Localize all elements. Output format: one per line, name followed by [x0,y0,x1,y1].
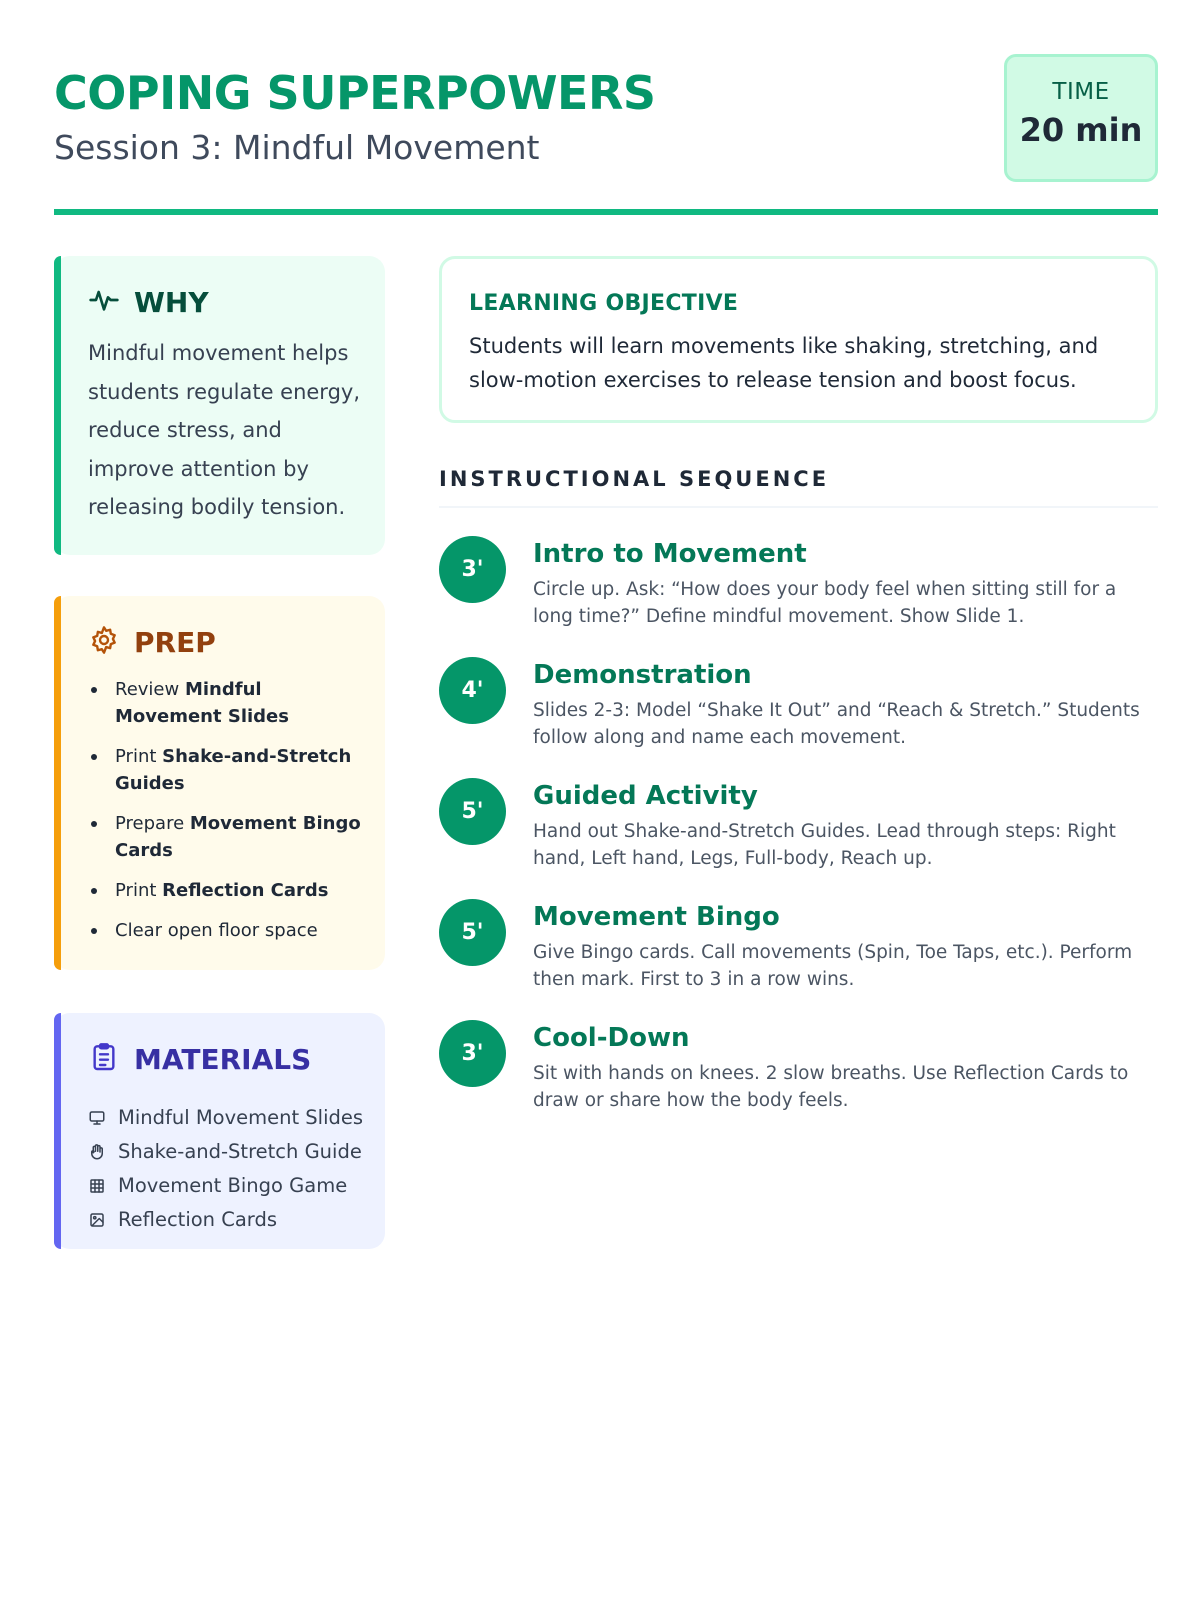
list-item [88,1101,378,1135]
step-title: Guided Activity [533,781,758,811]
list-item: Print Shake-and-Stretch Guides [88,743,368,797]
sequence-title: INSTRUCTIONAL SEQUENCE [439,467,830,491]
objective-text: Students will learn movements like shaking, stretching, and slow-motion exercises to release tension and boost focus. [469,334,1099,392]
list-item: Print Reflection Cards [88,877,368,904]
header-divider [54,209,1158,215]
prep-title: PREP [134,625,216,659]
grid-icon [88,1177,106,1195]
hand-icon [88,1143,106,1161]
material-label: Shake-and-Stretch Guide [118,1140,362,1163]
prep-card [54,596,385,970]
sequence-step [439,1020,1158,1120]
step-title: Movement Bingo [533,902,780,932]
time-badge [1004,54,1158,182]
step-description: Give Bingo cards. Call movements (Spin, Toe Taps, etc.). Perform then mark. First to 3 in a row wins. [533,942,1133,990]
materials-title: MATERIALS [134,1042,312,1076]
materials-header [88,1041,311,1077]
materials-accent-bar [54,1013,61,1249]
page-header [54,54,1158,216]
time-value: 20 min [1019,111,1143,149]
activity-pulse-icon [88,284,120,320]
why-text: Mindful movement helps students regulate energy, reduce stress, and improve attention by releasing bodily tension. [88,341,361,519]
list-item: Clear open floor space [88,917,368,944]
step-description: Circle up. Ask: “How does your body feel when sitting still for a long time?” Define mindful movement. Show Slide 1. [533,579,1117,627]
step-description: Slides 2-3: Model “Shake It Out” and “Reach & Stretch.” Students follow along and name each movement. [533,700,1140,748]
why-title: WHY [134,285,209,319]
learning-objective-card [439,256,1158,423]
step-time-badge: 3' [439,1020,506,1087]
why-card [54,256,385,555]
prep-list [88,676,368,957]
step-title: Cool-Down [533,1023,690,1053]
material-label: Reflection Cards [118,1208,277,1231]
list-item [88,1169,378,1203]
step-time-badge: 4' [439,657,506,724]
step-description: Sit with hands on knees. 2 slow breaths. Use Reflection Cards to draw or share how the body feels. [533,1063,1129,1111]
sequence-step [439,657,1158,757]
list-item [88,1203,378,1237]
sequence-step [439,899,1158,999]
sequence-step [439,536,1158,636]
image-icon [88,1211,106,1229]
step-title: Demonstration [533,660,752,690]
why-accent-bar [54,256,61,555]
session-subtitle: Session 3: Mindful Movement [54,128,540,167]
time-label: TIME [1052,79,1110,105]
clipboard-list-icon [88,1041,120,1077]
page-title: COPING SUPERPOWERS [54,66,656,120]
objective-title: LEARNING OBJECTIVE [469,291,739,316]
prep-accent-bar [54,596,61,970]
material-label: Movement Bingo Game [118,1174,348,1197]
step-time-badge: 3' [439,536,506,603]
gear-icon [88,624,120,660]
list-item: Prepare Movement Bingo Cards [88,810,368,864]
monitor-icon [88,1109,106,1127]
sequence-step [439,778,1158,878]
sequence-divider [439,506,1158,508]
materials-list [88,1101,378,1237]
step-time-badge: 5' [439,778,506,845]
list-item: Review Mindful Movement Slides [88,676,368,730]
list-item [88,1135,378,1169]
step-description: Hand out Shake-and-Stretch Guides. Lead through steps: Right hand, Left hand, Legs, Full-body, Reach up. [533,821,1116,869]
materials-card [54,1013,385,1249]
material-label: Mindful Movement Slides [118,1106,364,1129]
prep-header [88,624,216,660]
step-time-badge: 5' [439,899,506,966]
why-header [88,284,209,320]
step-title: Intro to Movement [533,539,807,569]
